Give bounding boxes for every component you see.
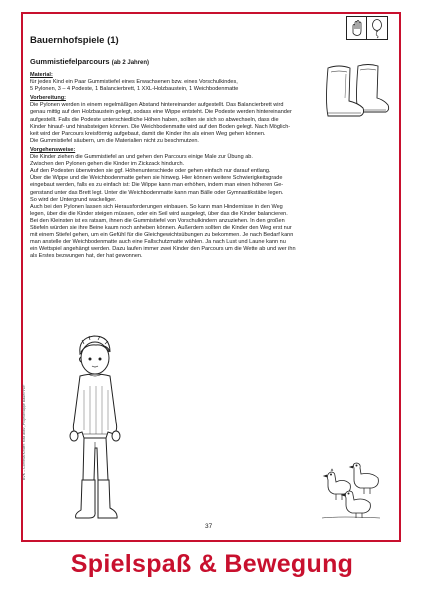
- text-line: So wird der Untergrund wackeliger.: [30, 196, 117, 203]
- age-note: (ab 2 Jahren): [111, 60, 150, 66]
- text-line: Die Kinder ziehen die Gummistiefel an und gehen den Parcours einige Male zur Übung ab.: [30, 154, 253, 161]
- text-line: Über die Wippe und die Weichbodenmatte gehen sie hinweg. Hier können weitere Schwierigkeitsgrade: [30, 175, 283, 182]
- credit-line: BVK – Cornelia Kinder: Kita aktiv „Projektmappe Bauernhof": [22, 384, 26, 480]
- child-illustration: [62, 330, 132, 522]
- text-line: genstand unter das Brett legt. Unter die Weichbodenmatte kann man Bälle oder Gymnastikstäbe legen.: [30, 189, 284, 196]
- activity-name: Gummistiefelparcours: [30, 57, 110, 66]
- text-line: Bei den Kleinsten ist es ratsam, ihnen die Gummistiefel von Vorschulkindern anzuziehen. In den großen: [30, 217, 285, 224]
- activity-subtitle: [30, 57, 149, 66]
- text-line: Die Pylonen werden in einem regelmäßigen Abstand hintereinander aufgestellt. Das Balancierbrett wird: [30, 102, 284, 109]
- text-line: Stiefeln würden sie ihre Beine kaum noch anheben können. Außerdem sollten die Kinder den Weg erst nur: [30, 224, 292, 231]
- section-heading: Vorgehensweise:: [30, 146, 76, 153]
- footer-title: Spielspaß & Bewegung: [70, 550, 354, 578]
- instructions-body: [30, 72, 332, 262]
- text-line: Auch bei den Pylonen lassen sich Herausforderungen einbauen. So kann man Hindernisse in den Weg: [30, 203, 283, 210]
- text-line: Die Gummistiefel säubern, um die Materialien nicht zu beschmutzen.: [30, 137, 199, 144]
- section-heading: Vorbereitung:: [30, 95, 66, 102]
- text-line: legen, über die die Kinder steigen müssen, oder ein Seil wird ausgelegt, über das die Kinder balancieren.: [30, 210, 288, 217]
- section-heading: Material:: [30, 72, 53, 78]
- text-line: mit einem Stiefel gehen, um ein Gefühl für die Gleichgewichtsübungen zu bekommen. Je nach Bedarf kann: [30, 232, 294, 239]
- page-title: Bauernhofspiele (1): [30, 35, 119, 46]
- text-line: für jedes Kind ein Paar Gummistiefel eines Erwachsenen bzw. eines Vorschulkindes,: [30, 79, 238, 86]
- page-number: 37: [205, 523, 213, 530]
- text-line: ein Wettspiel angehängt werden. Dazu laufen immer zwei Kinder den Parcours um die Wette ab und wer ihn: [30, 246, 296, 253]
- text-line: man anstelle der Weichbodenmatte auch eine Fallschutzmatte wählen. Ja nach Lust und Laune kann nu: [30, 239, 286, 246]
- text-line: Zwischen den Pylonen gehen die Kinder im Zickzack hindurch.: [30, 161, 185, 168]
- section-preparation: [30, 95, 332, 145]
- balloon-icon: [366, 16, 388, 40]
- text-line: Kinder hinauf- und hinabsteigen können. Die Weichbodenmatte wird auf den Boden gelegt. Nach Möglich-: [30, 123, 291, 130]
- hens-illustration: [320, 462, 384, 520]
- text-line: aufgestellt. Falls die Podeste unterschiedliche Höhen haben, sollten sie sich so abwechseln, dass die: [30, 116, 279, 123]
- text-line: als Erstes bezwungen hat, der hat gewonnen.: [30, 253, 143, 260]
- section-material: [30, 72, 332, 93]
- boots-illustration: [322, 60, 394, 120]
- text-line: 5 Pylonen, 3 – 4 Podeste, 1 Balancierbrett, 1 XXL-Holzbaustein, 1 Weichbodenmatte: [30, 86, 239, 93]
- text-line: genau mittig auf den Holzbaustein gelegt, sodass eine Wippe entsteht. Die Podeste werden hintereinander: [30, 109, 292, 116]
- hand-icon: [346, 16, 368, 40]
- text-line: Auf den Podesten überwinden sie ggf. Höhenunterschiede oder gehen einfach nur darauf entlang.: [30, 168, 271, 175]
- text-line: eingebaut werden, falls es zu einfach ist: Die Wippe kann man erhöhen, indem man einen höheren Ge-: [30, 182, 284, 189]
- text-line: keit wird der Parcours kreisförmig aufgebaut, damit die Kinder ihn als einen Weg gehen können.: [30, 130, 266, 137]
- section-procedure: [30, 147, 332, 261]
